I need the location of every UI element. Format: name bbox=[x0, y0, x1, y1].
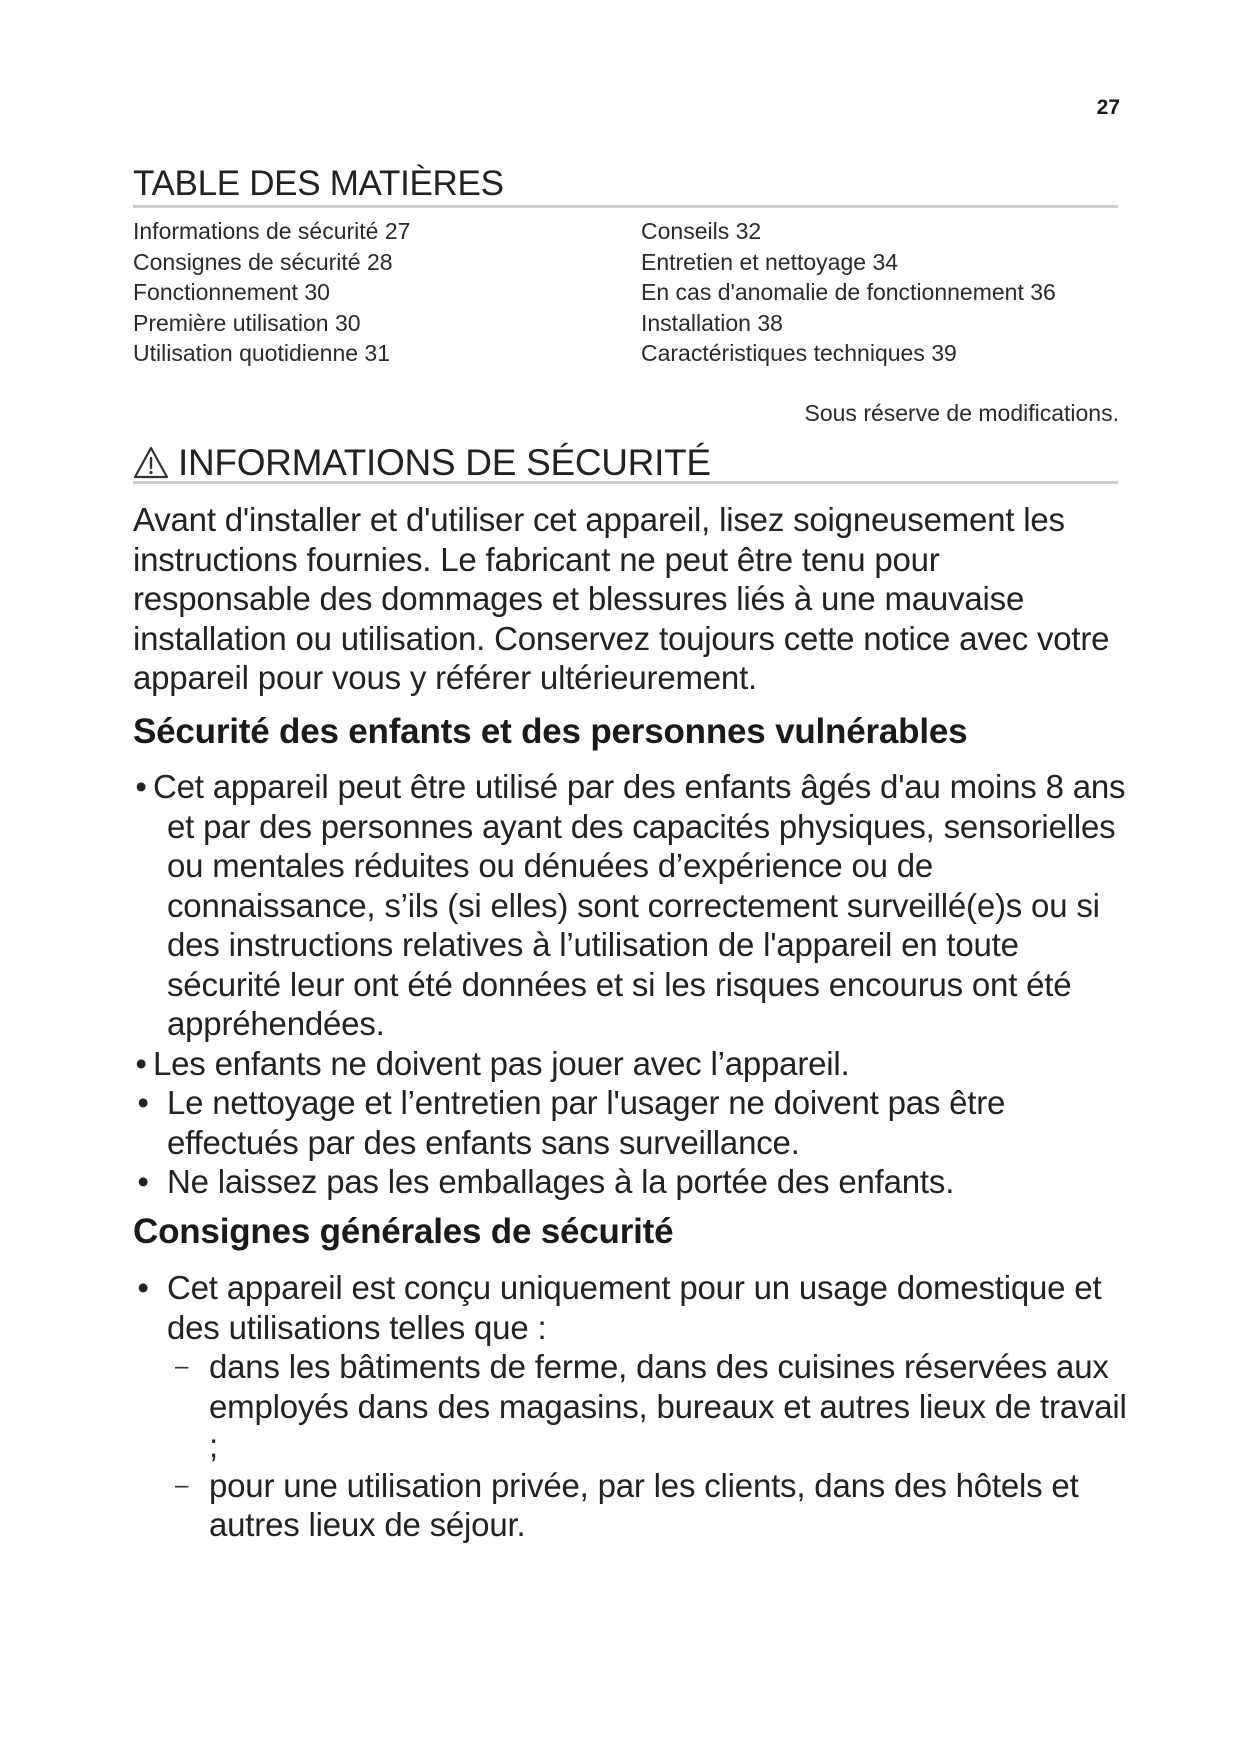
bullet-icon: • bbox=[135, 768, 147, 805]
list-item: • Cet appareil peut être utilisé par des enfants âgés d'au moins 8 ans et par des personnes ayant des capacités physiques, sensorielles ou mentales réduites ou dénuées d’expérience ou de connaissance, s’ils (si elles) sont correctement surveillé(e)s ou si des instructions relatives à l’utilisation de l'appareil en toute sécurité leur ont été données et si les risques encourus ont été appréhendées. bbox=[133, 767, 1133, 1044]
toc-item: Entretien et nettoyage 34 bbox=[641, 248, 899, 275]
toc-right-column bbox=[641, 216, 1056, 369]
safety-title-text: INFORMATIONS DE SÉCURITÉ bbox=[178, 442, 711, 483]
bullet-icon: • bbox=[137, 1084, 149, 1121]
list-item: • Cet appareil est conçu uniquement pour un usage domestique et des utilisations telles que : – dans les bâtiments de ferme, dans des cuisines réservées aux employés dans des magasins, bureaux et autres lieux de travail ; – pour une utilisation privée, par les clients, dans des hôtels et autres lieux de séjour. bbox=[133, 1268, 1133, 1545]
toc-item: En cas d'anomalie de fonctionnement 36 bbox=[641, 279, 1056, 305]
toc-left-column bbox=[133, 216, 410, 369]
page-number: 27 bbox=[1096, 96, 1120, 119]
dash-icon: – bbox=[175, 1353, 189, 1380]
safety-section-title bbox=[132, 442, 711, 484]
bullet-icon: • bbox=[137, 1269, 149, 1306]
general-list bbox=[133, 1268, 1133, 1545]
toc-item: Utilisation quotidienne 31 bbox=[133, 340, 391, 366]
bullet-icon: • bbox=[135, 1044, 147, 1082]
children-list bbox=[133, 767, 1133, 1202]
toc-item: Fonctionnement 30 bbox=[133, 279, 330, 305]
toc-item: Première utilisation 30 bbox=[133, 309, 361, 336]
sublist-item: – dans les bâtiments de ferme, dans des cuisines réservées aux employés dans des magasins, bureaux et autres lieux de travail ; bbox=[175, 1348, 1127, 1464]
toc-item: Conseils 32 bbox=[641, 218, 762, 244]
warning-triangle-icon bbox=[132, 445, 170, 481]
toc-item: Caractéristiques techniques 39 bbox=[641, 340, 957, 366]
dash-icon: – bbox=[175, 1471, 189, 1499]
list-item: • Le nettoyage et l’entretien par l'usager ne doivent pas être effectués par des enfants sans surveillance. bbox=[133, 1083, 1133, 1162]
toc-item: Installation 38 bbox=[641, 309, 783, 336]
toc-title: TABLE DES MATIÈRES bbox=[133, 164, 504, 203]
toc-divider bbox=[133, 205, 1118, 208]
sublist-item: – pour une utilisation privée, par les clients, dans des hôtels et autres lieux de séjour. bbox=[175, 1466, 1079, 1543]
general-heading: Consignes générales de sécurité bbox=[133, 1212, 674, 1251]
general-sublist bbox=[167, 1347, 1133, 1545]
list-item: • Les enfants ne doivent pas jouer avec l’appareil. bbox=[133, 1044, 1133, 1084]
safety-divider bbox=[133, 481, 1118, 484]
children-heading: Sécurité des enfants et des personnes vulnérables bbox=[133, 712, 968, 751]
bullet-icon: • bbox=[137, 1163, 149, 1200]
reserve-note: Sous réserve de modifications. bbox=[804, 400, 1119, 426]
toc-item: Informations de sécurité 27 bbox=[133, 218, 411, 244]
list-item: • Ne laissez pas les emballages à la portée des enfants. bbox=[133, 1162, 1133, 1202]
toc-item: Consignes de sécurité 28 bbox=[133, 248, 393, 275]
safety-intro: Avant d'installer et d'utiliser cet appareil, lisez soigneusement les instructions fournies. Le fabricant ne peut être tenu pour responsable des dommages et blessures liés à une mauvaise installation ou utilisation. Conservez toujours cette notice avec votre appareil pour vous y référer ultérieurement. bbox=[133, 501, 1110, 696]
